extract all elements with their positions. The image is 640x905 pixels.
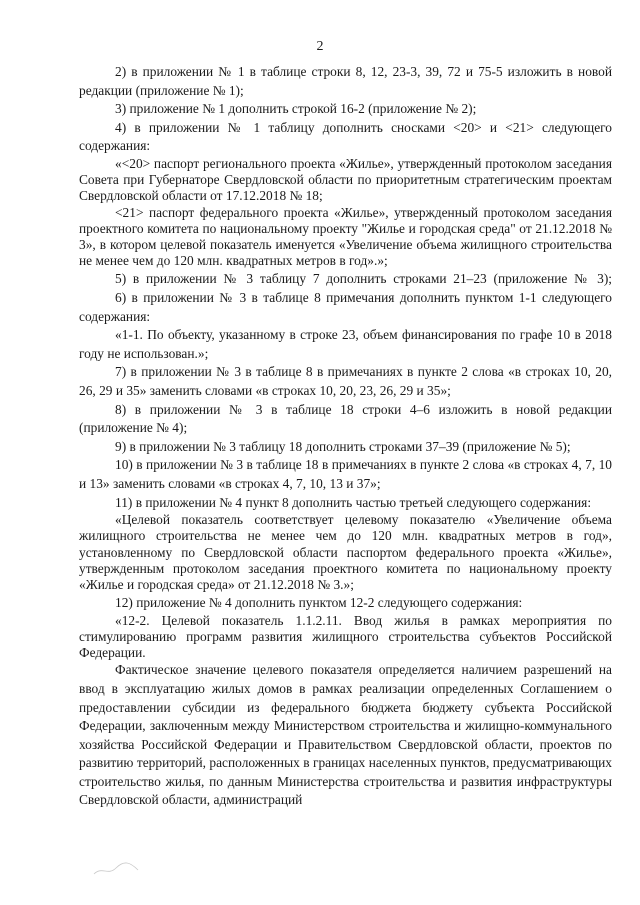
paragraph-item-7: 7) в приложении № 3 в таблице 8 в примечаниях в пункте 2 слова «в строках 10, 20, 26, 29 и 35» заменить словами «в строках 10, 20, 23, 26, 29 и 35»;	[79, 364, 612, 398]
point-12-2-text: «12-2. Целевой показатель 1.1.2.11. Ввод жилья в рамках мероприятия по стимулированию программ развития жилищного строительства субъектов Российской Федерации.	[79, 612, 612, 661]
note-1-1-text: «1-1. По объекту, указанному в строке 23, объем финансирования по графе 10 в 2018 году не использован.»;	[79, 327, 612, 361]
paragraph-item-4: 4) в приложении № 1 таблицу дополнить сносками <20> и <21> следующего содержания:	[79, 119, 612, 154]
footnote-20-text: «<20> паспорт регионального проекта «Жилье», утвержденный протоколом заседания Совета при Губернаторе Свердловской области по приоритетным стратегическим проектам Свердловской области от 17.12.2018 № 18;	[79, 155, 612, 204]
page-number: 2	[316, 39, 324, 54]
document-body	[79, 63, 612, 810]
handwritten-mark	[92, 856, 162, 880]
paragraph-item-3: 3) приложение № 1 дополнить строкой 16-2 (приложение № 2);	[115, 101, 477, 117]
actual-value-text: Фактическое значение целевого показателя определяется наличием разрешений на ввод в эксплуатацию жилых домов в рамках реализации определенных Соглашением о предоставлении субсидии из федерального бюджета бюджету субъекта Российской Федерации, заключенным между Министерством строительства и жилищно-коммунального хозяйства Российской Федерации и Правительством Свердловской области, проектов по развитию территорий, расположенных в границах населенных пунктов, предусматривающих строительство жилья, по данным Министерства строительства и развития инфраструктуры Свердловской области, администраций	[79, 662, 612, 808]
paragraph-item-10: 10) в приложении № 3 в таблице 18 в примечаниях в пункте 2 слова «в строках 4, 7, 10 и 13» заменить словами «в строках 4, 7, 10, 13 и 37»;	[79, 457, 612, 491]
paragraph-item-6: 6) в приложении № 3 в таблице 8 примечания дополнить пунктом 1-1 следующего содержания:	[79, 289, 612, 324]
target-indicator-quote: «Целевой показатель соответствует целевому показателю «Увеличение объема жилищного строительства не менее чем до 120 млн. квадратных метров в год», установленному по Свердловской области паспортом федерального проекта «Жилье», утвержденным протоколом заседания проектного комитета по национальному проекту «Жилье и городская среда» от 21.12.2018 № 3.»;	[79, 512, 612, 592]
paragraph-item-5: 5) в приложении № 3 таблицу 7 дополнить строками 21–23 (приложение № 3);	[115, 271, 612, 287]
paragraph-item-9: 9) в приложении № 3 таблицу 18 дополнить строками 37–39 (приложение № 5);	[115, 438, 571, 454]
paragraph-item-12: 12) приложение № 4 дополнить пунктом 12-2 следующего содержания:	[115, 595, 523, 611]
paragraph-item-11: 11) в приложении № 4 пункт 8 дополнить частью третьей следующего содержания:	[115, 494, 592, 510]
footnote-21-text: <21> паспорт федерального проекта «Жилье», утвержденный протоколом заседания проектного комитета по национальному проекту "Жилье и городская среда" от 21.12.2018 № 3», в котором целевой показатель именуется «Увеличение объема жилищного строительства не менее чем до 120 млн. квадратных метров в год».»;	[79, 204, 612, 269]
paragraph-item-8: 8) в приложении № 3 в таблице 18 строки 4–6 изложить в новой редакции (приложение № 4);	[79, 401, 612, 436]
paragraph-item-2: 2) в приложении № 1 в таблице строки 8, 12, 23-3, 39, 72 и 75-5 изложить в новой редакции (приложение № 1);	[79, 64, 612, 98]
